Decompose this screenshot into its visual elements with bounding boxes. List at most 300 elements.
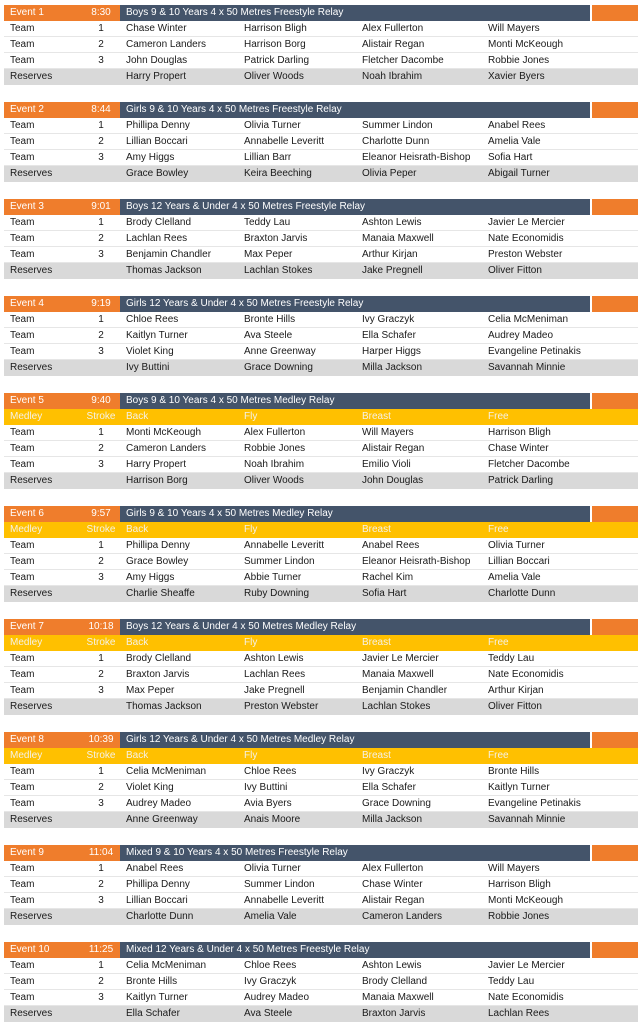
swimmer-name: Eleanor Heisrath-Bishop <box>362 152 471 163</box>
event-title: Girls 12 Years & Under 4 x 50 Metres Freestyle Relay <box>120 296 590 312</box>
event-header <box>4 296 638 312</box>
row-spacer <box>590 53 638 68</box>
reserves-end <box>590 166 638 182</box>
team-number: 2 <box>98 976 104 987</box>
reserves-end <box>590 473 638 489</box>
team-number: 1 <box>98 427 104 438</box>
event-title: Girls 12 Years & Under 4 x 50 Metres Medley Relay <box>120 732 590 748</box>
team-label: Team <box>10 459 35 470</box>
event-number: Event 8 <box>4 732 82 748</box>
event-time: 8:44 <box>82 102 120 118</box>
swimmer-name: Chase Winter <box>362 879 423 890</box>
team-row <box>4 150 638 166</box>
reserve-name: Robbie Jones <box>488 911 550 922</box>
reserves-spacer <box>82 473 120 489</box>
swimmer-name: Celia McMeniman <box>126 960 207 971</box>
team-row <box>4 425 638 441</box>
swimmer-name: Fletcher Dacombe <box>362 55 444 66</box>
team-row <box>4 21 638 37</box>
reserve-name: Harry Propert <box>126 71 187 82</box>
swimmer-name: Arthur Kirjan <box>362 249 418 260</box>
swimmer-name: Bronte Hills <box>244 314 296 325</box>
event-block <box>4 732 638 828</box>
swimmer-name: Sofia Hart <box>488 152 533 163</box>
swimmer-name: Evangeline Petinakis <box>488 798 581 809</box>
swimmer-name: Eleanor Heisrath-Bishop <box>362 556 471 567</box>
reserves-end <box>590 263 638 279</box>
swimmer-name: Nate Economidis <box>488 233 564 244</box>
swimmer-name: Braxton Jarvis <box>244 233 308 244</box>
swimmer-name: Will Mayers <box>362 427 414 438</box>
swimmer-name: Ava Steele <box>244 330 293 341</box>
event-title: Boys 9 & 10 Years 4 x 50 Metres Medley Relay <box>120 393 590 409</box>
swimmer-name: Monti McKeough <box>488 895 564 906</box>
stroke-back: Back <box>126 637 149 648</box>
event-block <box>4 942 638 1022</box>
team-label: Team <box>10 346 35 357</box>
reserve-name: Savannah Minnie <box>488 362 566 373</box>
header-accent <box>590 845 638 861</box>
reserve-name: Ruby Downing <box>244 588 310 599</box>
stroke-breast: Breast <box>362 411 391 422</box>
team-row <box>4 958 638 974</box>
reserves-label: Reserves <box>10 911 53 922</box>
row-spacer <box>590 958 638 973</box>
event-number: Event 4 <box>4 296 82 312</box>
swimmer-name: Lillian Boccari <box>488 556 550 567</box>
swimmer-name: Alex Fullerton <box>362 863 424 874</box>
row-spacer <box>590 893 638 908</box>
swimmer-name: Ivy Graczyk <box>244 976 297 987</box>
event-number: Event 3 <box>4 199 82 215</box>
team-label: Team <box>10 685 35 696</box>
event-number: Event 7 <box>4 619 82 635</box>
team-number: 3 <box>98 55 104 66</box>
swimmer-name: Annabelle Leveritt <box>244 540 325 551</box>
event-header <box>4 732 638 748</box>
stroke-back: Back <box>126 411 149 422</box>
reserves-row <box>4 699 638 715</box>
team-row <box>4 328 638 344</box>
swimmer-name: Amy Higgs <box>126 152 175 163</box>
swimmer-name: Annabelle Leveritt <box>244 136 325 147</box>
swimmer-name: Cameron Landers <box>126 39 207 50</box>
reserves-spacer <box>82 1006 120 1022</box>
event-title: Girls 9 & 10 Years 4 x 50 Metres Medley Relay <box>120 506 590 522</box>
swimmer-name: Brody Clelland <box>362 976 428 987</box>
reserve-name: Noah Ibrahim <box>362 71 423 82</box>
event-title: Boys 9 & 10 Years 4 x 50 Metres Freestyle Relay <box>120 5 590 21</box>
row-spacer <box>590 37 638 52</box>
swimmer-name: Celia McMeniman <box>488 314 569 325</box>
team-label: Team <box>10 556 35 567</box>
team-label: Team <box>10 540 35 551</box>
event-header <box>4 5 638 21</box>
reserves-label: Reserves <box>10 588 53 599</box>
team-row <box>4 554 638 570</box>
reserves-end <box>590 1006 638 1022</box>
swimmer-name: Alex Fullerton <box>244 427 306 438</box>
team-number: 1 <box>98 960 104 971</box>
team-row <box>4 457 638 473</box>
reserve-name: Savannah Minnie <box>488 814 566 825</box>
row-spacer <box>590 861 638 876</box>
row-spacer <box>590 134 638 149</box>
event-header <box>4 199 638 215</box>
reserves-end <box>590 360 638 376</box>
reserve-name: Amelia Vale <box>244 911 297 922</box>
event-title: Mixed 12 Years & Under 4 x 50 Metres Freestyle Relay <box>120 942 590 958</box>
event-number: Event 1 <box>4 5 82 21</box>
row-spacer <box>590 328 638 343</box>
event-header <box>4 845 638 861</box>
team-number: 3 <box>98 152 104 163</box>
swimmer-name: Fletcher Dacombe <box>488 459 570 470</box>
event-header <box>4 506 638 522</box>
team-number: 1 <box>98 540 104 551</box>
reserve-name: Preston Webster <box>244 701 319 712</box>
reserves-row <box>4 69 638 85</box>
team-number: 3 <box>98 459 104 470</box>
stroke-breast: Breast <box>362 524 391 535</box>
reserve-name: Ava Steele <box>244 1008 293 1019</box>
swimmer-name: Violet King <box>126 346 174 357</box>
reserves-spacer <box>82 69 120 85</box>
swimmer-name: Manaia Maxwell <box>362 233 434 244</box>
row-spacer <box>590 974 638 989</box>
row-spacer <box>590 215 638 230</box>
reserve-name: Anais Moore <box>244 814 301 825</box>
swimmer-name: Teddy Lau <box>488 653 535 664</box>
team-label: Team <box>10 427 35 438</box>
row-spacer <box>590 990 638 1005</box>
swimmer-name: Teddy Lau <box>244 217 291 228</box>
team-number: 2 <box>98 136 104 147</box>
swimmer-name: Lillian Boccari <box>126 895 188 906</box>
swimmer-name: Alistair Regan <box>362 895 425 906</box>
reserve-name: Thomas Jackson <box>126 265 202 276</box>
swimmer-name: Cameron Landers <box>126 443 207 454</box>
event-block <box>4 845 638 925</box>
team-row <box>4 37 638 53</box>
event-number: Event 2 <box>4 102 82 118</box>
swimmer-name: Phillipa Denny <box>126 879 190 890</box>
reserves-row <box>4 812 638 828</box>
team-label: Team <box>10 653 35 664</box>
team-row <box>4 651 638 667</box>
swimmer-name: Max Peper <box>126 685 175 696</box>
event-block <box>4 619 638 715</box>
reserves-spacer <box>82 166 120 182</box>
event-block <box>4 506 638 602</box>
stroke-breast: Breast <box>362 637 391 648</box>
swimmer-name: Brody Clelland <box>126 217 192 228</box>
reserve-name: Sofia Hart <box>362 588 407 599</box>
swimmer-name: Benjamin Chandler <box>126 249 212 260</box>
reserves-label: Reserves <box>10 814 53 825</box>
swimmer-name: Audrey Madeo <box>488 330 554 341</box>
stroke-label: Stroke <box>86 524 116 535</box>
swimmer-name: Bronte Hills <box>488 766 540 777</box>
team-label: Team <box>10 863 35 874</box>
team-number: 2 <box>98 39 104 50</box>
swimmer-name: Manaia Maxwell <box>362 992 434 1003</box>
stroke-free: Free <box>488 411 509 422</box>
swimmer-name: Amy Higgs <box>126 572 175 583</box>
reserve-name: Charlie Sheaffe <box>126 588 195 599</box>
team-label: Team <box>10 960 35 971</box>
reserve-name: Cameron Landers <box>362 911 443 922</box>
swimmer-name: Lachlan Rees <box>126 233 188 244</box>
swimmer-name: Ella Schafer <box>362 330 416 341</box>
reserve-name: Charlotte Dunn <box>488 588 556 599</box>
medley-header-row <box>4 748 638 764</box>
team-number: 3 <box>98 685 104 696</box>
header-accent <box>590 942 638 958</box>
team-number: 2 <box>98 879 104 890</box>
row-spacer <box>590 344 638 359</box>
swimmer-name: Chloe Rees <box>244 766 297 777</box>
team-number: 1 <box>98 766 104 777</box>
team-label: Team <box>10 572 35 583</box>
reserves-label: Reserves <box>10 701 53 712</box>
swimmer-name: Olivia Turner <box>244 120 301 131</box>
swimmer-name: Abbie Turner <box>244 572 302 583</box>
reserve-name: Grace Bowley <box>126 168 189 179</box>
swimmer-name: Brody Clelland <box>126 653 192 664</box>
reserves-end <box>590 812 638 828</box>
row-spacer <box>590 21 638 36</box>
reserve-name: Abigail Turner <box>488 168 550 179</box>
swimmer-name: Emilio Violi <box>362 459 411 470</box>
team-number: 1 <box>98 23 104 34</box>
swimmer-name: Amelia Vale <box>488 136 541 147</box>
team-number: 1 <box>98 217 104 228</box>
team-label: Team <box>10 39 35 50</box>
reserves-spacer <box>82 909 120 925</box>
stroke-back: Back <box>126 750 149 761</box>
swimmer-name: Lillian Boccari <box>126 136 188 147</box>
row-spacer <box>590 425 638 440</box>
swimmer-name: Benjamin Chandler <box>362 685 448 696</box>
team-row <box>4 877 638 893</box>
swimmer-name: Olivia Turner <box>488 540 545 551</box>
reserves-label: Reserves <box>10 71 53 82</box>
swimmer-name: Robbie Jones <box>244 443 306 454</box>
team-number: 2 <box>98 556 104 567</box>
team-number: 2 <box>98 233 104 244</box>
team-row <box>4 118 638 134</box>
swimmer-name: Bronte Hills <box>126 976 178 987</box>
stroke-label: Stroke <box>86 411 116 422</box>
swimmer-name: Ivy Buttini <box>244 782 288 793</box>
swimmer-name: Monti McKeough <box>488 39 564 50</box>
swimmer-name: Harrison Bligh <box>244 23 307 34</box>
team-row <box>4 974 638 990</box>
event-title: Mixed 9 & 10 Years 4 x 50 Metres Freestyle Relay <box>120 845 590 861</box>
reserves-row <box>4 263 638 279</box>
event-header <box>4 942 638 958</box>
event-block <box>4 102 638 182</box>
row-spacer <box>590 441 638 456</box>
reserve-name: Anne Greenway <box>126 814 198 825</box>
swimmer-name: Audrey Madeo <box>244 992 310 1003</box>
swimmer-name: Javier Le Mercier <box>488 217 565 228</box>
stroke-label: Stroke <box>86 750 116 761</box>
reserves-label: Reserves <box>10 168 53 179</box>
reserve-name: Thomas Jackson <box>126 701 202 712</box>
reserve-name: Oliver Fitton <box>488 265 542 276</box>
swimmer-name: Phillipa Denny <box>126 120 190 131</box>
swimmer-name: Amelia Vale <box>488 572 541 583</box>
swimmer-name: Anabel Rees <box>126 863 184 874</box>
row-spacer <box>590 312 638 327</box>
row-spacer <box>590 247 638 262</box>
team-number: 3 <box>98 346 104 357</box>
team-number: 1 <box>98 863 104 874</box>
swimmer-name: Evangeline Petinakis <box>488 346 581 357</box>
team-row <box>4 215 638 231</box>
swimmer-name: Chase Winter <box>126 23 187 34</box>
swimmer-name: Will Mayers <box>488 23 540 34</box>
reserve-name: Charlotte Dunn <box>126 911 194 922</box>
swimmer-name: Chloe Rees <box>244 960 297 971</box>
swimmer-name: Anne Greenway <box>244 346 316 357</box>
reserves-end <box>590 909 638 925</box>
swimmer-name: Ashton Lewis <box>362 217 422 228</box>
swimmer-name: Kaitlyn Turner <box>126 992 188 1003</box>
team-label: Team <box>10 443 35 454</box>
event-time: 10:18 <box>82 619 120 635</box>
swimmer-name: Ivy Graczyk <box>362 766 415 777</box>
header-accent <box>590 5 638 21</box>
swimmer-name: Kaitlyn Turner <box>488 782 550 793</box>
reserves-spacer <box>82 263 120 279</box>
team-label: Team <box>10 152 35 163</box>
medley-header-row <box>4 635 638 651</box>
stroke-fly: Fly <box>244 524 258 535</box>
swimmer-name: Alistair Regan <box>362 443 425 454</box>
reserve-name: Xavier Byers <box>488 71 545 82</box>
swimmer-name: Rachel Kim <box>362 572 414 583</box>
event-time: 9:57 <box>82 506 120 522</box>
row-spacer <box>590 764 638 779</box>
event-number: Event 6 <box>4 506 82 522</box>
reserves-spacer <box>82 586 120 602</box>
row-spacer <box>590 877 638 892</box>
stroke-label: Stroke <box>86 637 116 648</box>
swimmer-name: Preston Webster <box>488 249 563 260</box>
header-accent <box>590 393 638 409</box>
row-spacer <box>590 651 638 666</box>
reserve-name: Grace Downing <box>244 362 313 373</box>
swimmer-name: Ella Schafer <box>362 782 416 793</box>
reserve-name: Olivia Peper <box>362 168 417 179</box>
team-label: Team <box>10 330 35 341</box>
swimmer-name: Monti McKeough <box>126 427 202 438</box>
medley-header-row <box>4 409 638 425</box>
reserve-name: Ivy Buttini <box>126 362 170 373</box>
swimmer-name: Chloe Rees <box>126 314 179 325</box>
row-spacer <box>590 570 638 585</box>
row-spacer <box>590 796 638 811</box>
stroke-back: Back <box>126 524 149 535</box>
swimmer-name: Charlotte Dunn <box>362 136 430 147</box>
event-header <box>4 102 638 118</box>
swimmer-name: Braxton Jarvis <box>126 669 190 680</box>
swimmer-name: Noah Ibrahim <box>244 459 305 470</box>
swimmer-name: Javier Le Mercier <box>488 960 565 971</box>
event-time: 9:01 <box>82 199 120 215</box>
header-accent <box>590 296 638 312</box>
event-time: 11:04 <box>82 845 120 861</box>
swimmer-name: Olivia Turner <box>244 863 301 874</box>
medley-accent <box>590 748 638 764</box>
swimmer-name: Harrison Bligh <box>488 879 551 890</box>
team-label: Team <box>10 120 35 131</box>
swimmer-name: Chase Winter <box>488 443 549 454</box>
team-label: Team <box>10 23 35 34</box>
event-block <box>4 5 638 85</box>
header-accent <box>590 102 638 118</box>
team-label: Team <box>10 249 35 260</box>
stroke-breast: Breast <box>362 750 391 761</box>
swimmer-name: Max Peper <box>244 249 293 260</box>
event-header <box>4 393 638 409</box>
event-time: 8:30 <box>82 5 120 21</box>
swimmer-name: Ivy Graczyk <box>362 314 415 325</box>
team-number: 1 <box>98 653 104 664</box>
team-row <box>4 538 638 554</box>
swimmer-name: Harper Higgs <box>362 346 421 357</box>
medley-label: Medley <box>10 524 43 535</box>
team-label: Team <box>10 895 35 906</box>
event-block <box>4 393 638 489</box>
event-time: 10:39 <box>82 732 120 748</box>
swimmer-name: Summer Lindon <box>244 879 315 890</box>
swimmer-name: Arthur Kirjan <box>488 685 544 696</box>
event-title: Girls 9 & 10 Years 4 x 50 Metres Freestyle Relay <box>120 102 590 118</box>
medley-label: Medley <box>10 750 43 761</box>
team-number: 3 <box>98 572 104 583</box>
reserves-row <box>4 1006 638 1022</box>
header-accent <box>590 619 638 635</box>
reserve-name: Milla Jackson <box>362 814 423 825</box>
row-spacer <box>590 150 638 165</box>
team-number: 2 <box>98 782 104 793</box>
event-time: 9:19 <box>82 296 120 312</box>
event-header <box>4 619 638 635</box>
swimmer-name: Will Mayers <box>488 863 540 874</box>
team-label: Team <box>10 314 35 325</box>
event-time: 11:25 <box>82 942 120 958</box>
reserve-name: Oliver Fitton <box>488 701 542 712</box>
team-row <box>4 780 638 796</box>
team-row <box>4 312 638 328</box>
medley-accent <box>590 522 638 538</box>
team-number: 1 <box>98 120 104 131</box>
swimmer-name: Celia McMeniman <box>126 766 207 777</box>
swimmer-name: Grace Bowley <box>126 556 189 567</box>
event-number: Event 9 <box>4 845 82 861</box>
team-row <box>4 344 638 360</box>
swimmer-name: Harrison Borg <box>244 39 306 50</box>
swimmer-name: Lachlan Rees <box>244 669 306 680</box>
reserve-name: Harrison Borg <box>126 475 188 486</box>
reserves-label: Reserves <box>10 1008 53 1019</box>
reserves-end <box>590 586 638 602</box>
reserves-spacer <box>82 360 120 376</box>
